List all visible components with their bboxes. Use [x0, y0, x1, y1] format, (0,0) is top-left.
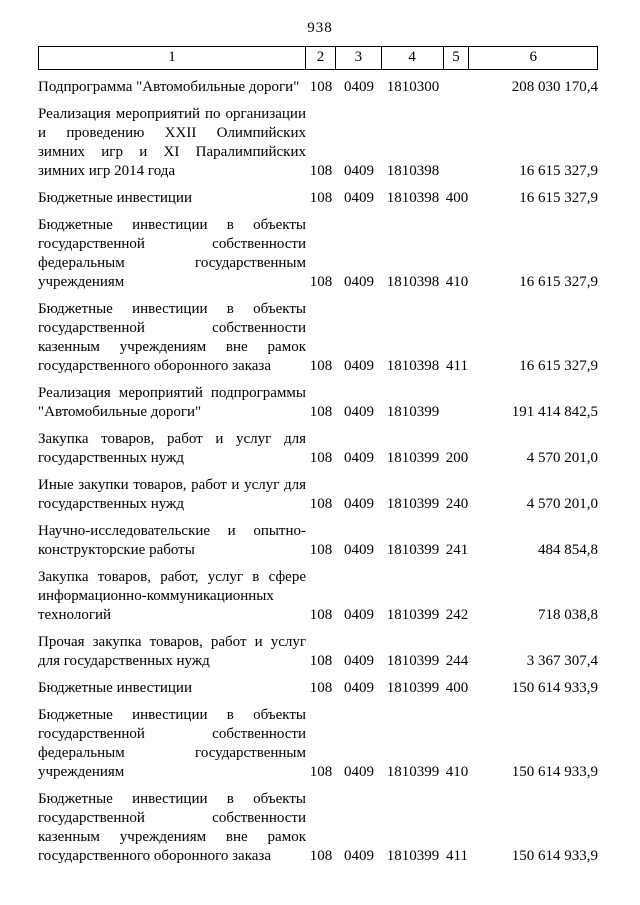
- row-section-code-cell: 0409: [344, 848, 374, 864]
- row-title-cell: Подпрограмма "Автомобильные дороги": [38, 79, 300, 95]
- row-expense-type-cell: 410: [445, 764, 469, 780]
- row-title-cell: Закупка товаров, работ, услуг в сфере информационно-коммуникационных технологий: [38, 569, 306, 623]
- row-title-cell: Бюджетные инвестиции: [38, 680, 192, 696]
- row-title-cell: Закупка товаров, работ и услуг для государственных нужд: [38, 431, 306, 466]
- row-section-code-cell: 0409: [344, 358, 374, 374]
- row-amount-cell: 150 614 933,9: [511, 680, 598, 696]
- row-agency-code-cell: 108: [309, 79, 333, 95]
- row-expense-type-cell: 411: [446, 358, 468, 374]
- row-agency-code-cell: 108: [309, 848, 333, 864]
- row-title-cell: Бюджетные инвестиции в объекты государственной собственности федеральным государственным учреждениям: [38, 707, 306, 780]
- row-section-code-cell: 0409: [344, 764, 374, 780]
- row-title-cell: Бюджетные инвестиции в объекты государственной собственности казенным учреждениям вне рамок государственного оборонного заказа: [38, 301, 306, 374]
- row-section-code-cell: 0409: [344, 542, 374, 558]
- row-title-cell: Научно-исследовательские и опытно-конструкторские работы: [38, 523, 306, 558]
- table-header-row: [38, 46, 598, 70]
- row-title-cell: Бюджетные инвестиции в объекты государственной собственности казенным учреждениям вне рамок государственного оборонного заказа: [38, 791, 306, 864]
- row-title-cell: Бюджетные инвестиции: [38, 190, 192, 206]
- table-row: [38, 706, 598, 782]
- table-row: [38, 790, 598, 866]
- table-row: [38, 189, 598, 208]
- row-expense-type-cell: 244: [445, 653, 469, 669]
- row-target-article-cell: 1810399: [386, 542, 440, 558]
- row-target-article-cell: 1810398: [386, 163, 440, 179]
- row-amount-cell: 16 615 327,9: [519, 358, 598, 374]
- table-row: [38, 476, 598, 514]
- row-target-article-cell: 1810399: [386, 607, 440, 623]
- row-expense-type-cell: 200: [445, 450, 469, 466]
- row-amount-cell: 16 615 327,9: [519, 190, 598, 206]
- row-section-code-cell: 0409: [344, 190, 374, 206]
- row-target-article-cell: 1810300: [386, 79, 440, 95]
- table-row: [38, 384, 598, 422]
- table-row: [38, 633, 598, 671]
- row-expense-type-cell: 242: [445, 607, 469, 623]
- row-target-article-cell: 1810399: [386, 653, 440, 669]
- table-row: [38, 78, 598, 97]
- row-section-code-cell: 0409: [344, 163, 374, 179]
- header-cell-5: 5: [444, 47, 470, 69]
- header-cell-2: 2: [306, 47, 336, 69]
- row-agency-code-cell: 108: [309, 764, 333, 780]
- budget-table: [38, 46, 598, 866]
- header-cell-1: 1: [39, 47, 306, 69]
- row-target-article-cell: 1810399: [386, 764, 440, 780]
- row-amount-cell: 484 854,8: [538, 542, 598, 558]
- row-section-code-cell: 0409: [344, 450, 374, 466]
- row-amount-cell: 718 038,8: [538, 607, 598, 623]
- row-target-article-cell: 1810399: [386, 450, 440, 466]
- row-amount-cell: 16 615 327,9: [519, 274, 598, 290]
- row-agency-code-cell: 108: [309, 607, 333, 623]
- table-row: [38, 568, 598, 625]
- row-expense-type-cell: 240: [445, 496, 469, 512]
- table-row: [38, 300, 598, 376]
- row-amount-cell: 150 614 933,9: [511, 764, 598, 780]
- row-agency-code-cell: 108: [309, 653, 333, 669]
- row-amount-cell: 150 614 933,9: [511, 848, 598, 864]
- row-amount-cell: 16 615 327,9: [519, 163, 598, 179]
- row-agency-code-cell: 108: [309, 163, 333, 179]
- page-number: 938: [307, 20, 333, 36]
- row-target-article-cell: 1810398: [386, 190, 440, 206]
- row-agency-code-cell: 108: [309, 358, 333, 374]
- row-amount-cell: 191 414 842,5: [511, 404, 598, 420]
- table-row: [38, 105, 598, 181]
- row-title-cell: Реализация мероприятий по организации и проведению XXII Олимпийских зимних игр и XI Паралимпийских зимних игр 2014 года: [38, 106, 306, 179]
- row-expense-type-cell: 400: [445, 680, 469, 696]
- table-row: [38, 430, 598, 468]
- row-agency-code-cell: 108: [309, 450, 333, 466]
- row-amount-cell: 3 367 307,4: [526, 653, 598, 669]
- row-target-article-cell: 1810399: [386, 848, 440, 864]
- row-amount-cell: 4 570 201,0: [526, 450, 598, 466]
- row-title-cell: Реализация мероприятий подпрограммы "Автомобильные дороги": [38, 385, 306, 420]
- table-row: [38, 679, 598, 698]
- header-cell-6: 6: [529, 49, 537, 65]
- row-expense-type-cell: 410: [445, 274, 469, 290]
- row-amount-cell: 208 030 170,4: [511, 79, 598, 95]
- row-target-article-cell: 1810399: [386, 404, 440, 420]
- row-agency-code-cell: 108: [309, 496, 333, 512]
- row-target-article-cell: 1810399: [386, 496, 440, 512]
- table-row: [38, 522, 598, 560]
- row-agency-code-cell: 108: [309, 542, 333, 558]
- row-agency-code-cell: 108: [309, 274, 333, 290]
- table-body: [38, 78, 598, 866]
- row-target-article-cell: 1810399: [386, 680, 440, 696]
- table-row: [38, 216, 598, 292]
- row-amount-cell: 4 570 201,0: [526, 496, 598, 512]
- header-cell-3: 3: [336, 47, 382, 69]
- row-agency-code-cell: 108: [309, 190, 333, 206]
- row-section-code-cell: 0409: [344, 274, 374, 290]
- row-target-article-cell: 1810398: [386, 358, 440, 374]
- row-agency-code-cell: 108: [309, 404, 333, 420]
- row-title-cell: Бюджетные инвестиции в объекты государственной собственности федеральным государственным учреждениям: [38, 217, 306, 290]
- row-expense-type-cell: 241: [445, 542, 469, 558]
- row-expense-type-cell: 411: [446, 848, 468, 864]
- row-expense-type-cell: 400: [445, 190, 469, 206]
- header-cell-4: 4: [382, 47, 444, 69]
- row-section-code-cell: 0409: [344, 496, 374, 512]
- row-section-code-cell: 0409: [344, 607, 374, 623]
- row-title-cell: Иные закупки товаров, работ и услуг для государственных нужд: [38, 477, 306, 512]
- row-target-article-cell: 1810398: [386, 274, 440, 290]
- row-section-code-cell: 0409: [344, 653, 374, 669]
- row-agency-code-cell: 108: [309, 680, 333, 696]
- row-section-code-cell: 0409: [344, 680, 374, 696]
- row-section-code-cell: 0409: [344, 404, 374, 420]
- row-section-code-cell: 0409: [344, 79, 374, 95]
- row-title-cell: Прочая закупка товаров, работ и услуг для государственных нужд: [38, 634, 306, 669]
